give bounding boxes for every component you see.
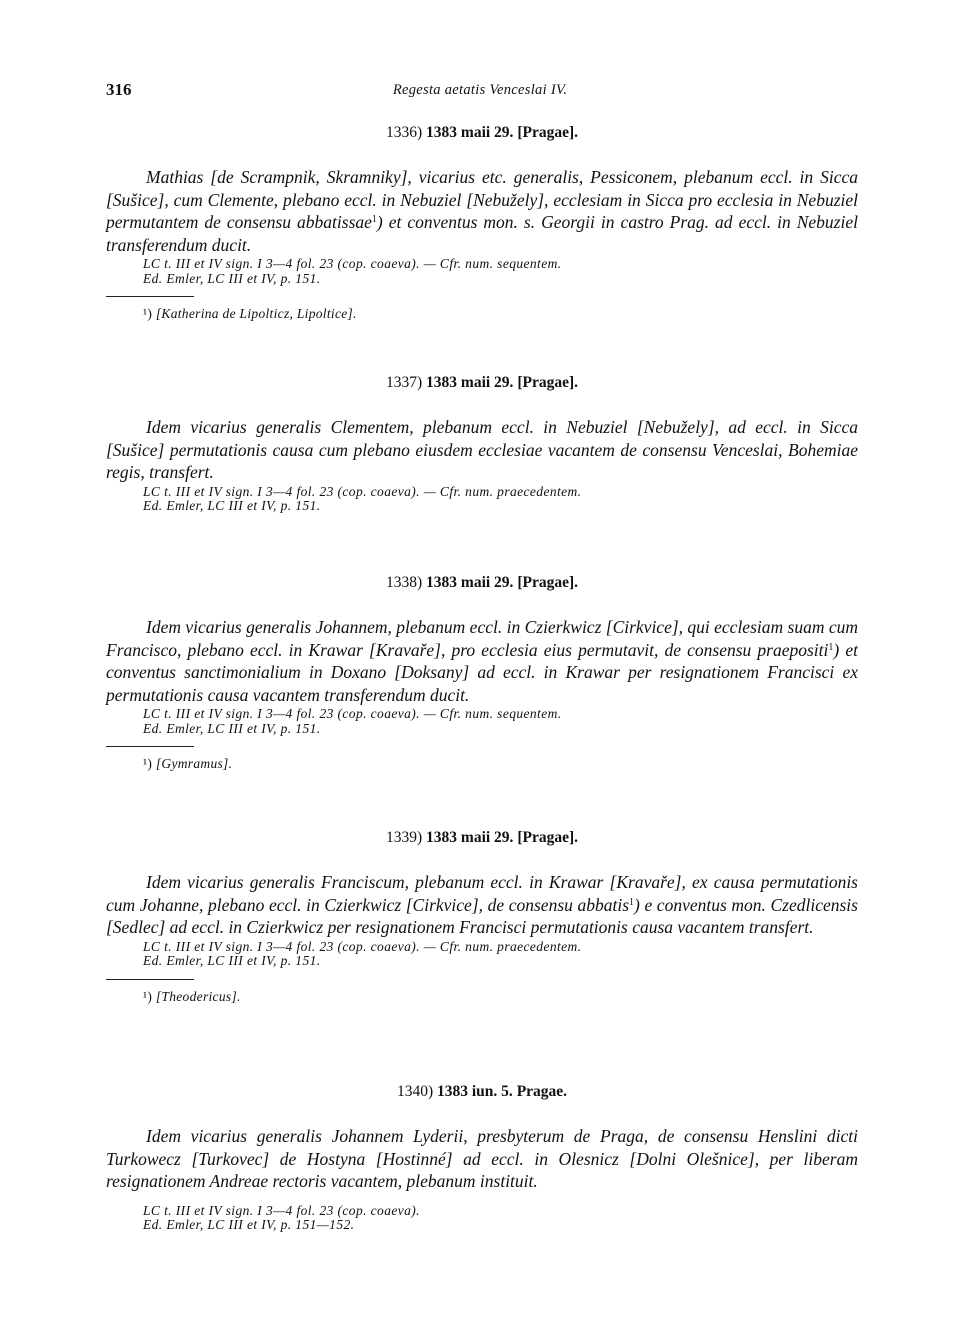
entry-place: [Pragae]. bbox=[517, 374, 578, 391]
entry-number: 1340) bbox=[396, 1083, 434, 1100]
source-citation: LC t. III et IV sign. I 3—4 fol. 23 (cop. coaeva). — Cfr. num. sequentem. bbox=[143, 706, 562, 721]
footnote-ref: 1 bbox=[371, 214, 377, 225]
footnote-divider bbox=[106, 746, 194, 747]
regest-entry-1339 bbox=[106, 828, 858, 1005]
edition-citation: Ed. Emler, LC III et IV, p. 151—152. bbox=[143, 1217, 355, 1232]
footnote-mark: ¹) bbox=[143, 988, 153, 1004]
entry-place: Pragae. bbox=[516, 1083, 568, 1100]
entry-date: 1383 iun. 5. bbox=[437, 1083, 513, 1100]
entry-text-cont: ) et conventus mon. s. Georgii in castro Prag. ad eccl. in Nebuziel transferendum ducit. bbox=[106, 212, 858, 255]
entry-date: 1383 maii 29. bbox=[426, 124, 514, 141]
entry-body bbox=[106, 616, 858, 706]
footnote bbox=[143, 756, 858, 772]
regest-entry-1336 bbox=[106, 123, 858, 322]
running-head: Regesta aetatis Venceslai IV. bbox=[392, 82, 568, 98]
source-citation: LC t. III et IV sign. I 3—4 fol. 23 (cop. coaeva). — Cfr. num. sequentem. bbox=[143, 256, 562, 271]
source-block bbox=[143, 257, 858, 286]
entry-heading bbox=[106, 123, 858, 143]
entry-body bbox=[106, 416, 858, 484]
source-block bbox=[143, 485, 858, 514]
entry-number: 1338) bbox=[385, 574, 423, 591]
footnote-text: [Gymramus]. bbox=[155, 756, 233, 771]
edition-citation: Ed. Emler, LC III et IV, p. 151. bbox=[143, 953, 321, 968]
entry-heading bbox=[106, 573, 858, 593]
entry-body bbox=[106, 1125, 858, 1193]
footnote-mark: ¹) bbox=[143, 306, 153, 321]
footnote-divider bbox=[106, 979, 194, 980]
entry-text-cont: ) e conventus mon. Czedlicensis [Sedlec] ad eccl. in Czierkwicz per resignationem Francisci permutationis causa vacantem transfert. bbox=[106, 894, 858, 937]
entry-text: Idem vicarius generalis Johannem, plebanum eccl. in Czierkwicz [Cirkvice], qui ecclesiam suam cum Francisco, plebano eccl. in Krawar [Kravaře], pro ecclesia eius permutavit, de consensu praepositi bbox=[106, 617, 858, 660]
entry-number: 1337) bbox=[385, 374, 423, 391]
source-block bbox=[143, 940, 858, 969]
entry-number: 1339) bbox=[385, 829, 423, 846]
entry-text: Idem vicarius generalis Franciscum, plebanum eccl. in Krawar [Kravaře], ex causa permutationis cum Johanne, plebano eccl. in Czierkwicz [Cirkvice], de consensu abbatis bbox=[106, 872, 858, 915]
entry-text: Idem vicarius generalis Johannem Lyderii, presbyterum de Praga, de consensu Henslini dicti Turkowecz [Turkovec] de Hostyna [Hostinné] ad eccl. in Olesnicz [Dolni Olešnice], per liberam resignationem Andreae rectoris vacantem, plebanum instituit. bbox=[106, 1126, 858, 1191]
source-citation: LC t. III et IV sign. I 3—4 fol. 23 (cop. coaeva). bbox=[143, 1202, 420, 1218]
edition-citation: Ed. Emler, LC III et IV, p. 151. bbox=[143, 720, 321, 736]
entry-heading bbox=[106, 373, 858, 393]
page-number: 316 bbox=[106, 80, 132, 99]
footnote-mark: ¹) bbox=[143, 756, 153, 771]
entry-body bbox=[106, 871, 858, 939]
entry-date: 1383 maii 29. bbox=[426, 374, 514, 391]
footnote-text: [Theodericus]. bbox=[155, 988, 241, 1004]
footnote-divider bbox=[106, 296, 194, 297]
source-block bbox=[143, 1204, 858, 1233]
entry-number: 1336) bbox=[385, 124, 423, 141]
entry-place: [Pragae]. bbox=[517, 829, 578, 846]
entry-text: Idem vicarius generalis Clementem, plebanum eccl. in Nebuziel [Nebužely], ad eccl. in Sicca [Sušice] permutationis causa cum plebano eiusdem ecclesiae vacantem de consensu Venceslai, Bohemiae regis, transfert. bbox=[106, 417, 858, 482]
entry-body bbox=[106, 166, 858, 256]
entry-place: [Pragae]. bbox=[517, 574, 578, 591]
entry-heading bbox=[106, 828, 858, 848]
footnote-ref: 1 bbox=[629, 896, 635, 908]
footnote bbox=[143, 306, 858, 322]
entry-text: Mathias [de Scrampnik, Skramniky], vicarius etc. generalis, Pessiconem, plebanum eccl. in Sicca [Sušice], cum Clemente, plebano eccl. in Nebuziel [Nebužely], ecclesiam in Sicca pro ecclesia in Nebuziel permutantem de consensu abbatissae bbox=[106, 167, 858, 232]
entry-heading bbox=[106, 1082, 858, 1102]
footnote-ref: 1 bbox=[828, 641, 834, 653]
regest-entry-1337 bbox=[106, 373, 858, 514]
regest-entry-1338 bbox=[106, 573, 858, 772]
entry-date: 1383 maii 29. bbox=[426, 574, 514, 591]
footnote-text: [Katherina de Lipolticz, Lipoltice]. bbox=[155, 306, 357, 321]
edition-citation: Ed. Emler, LC III et IV, p. 151. bbox=[143, 498, 321, 513]
entry-date: 1383 maii 29. bbox=[426, 829, 514, 846]
entry-text-cont: ) et conventus sanctimonialium in Doxano [Doksany] ad eccl. in Krawar per resignationem Francisci ex permutationis causa vacantem transferendum ducit. bbox=[106, 639, 858, 705]
regest-entry-1340 bbox=[106, 1082, 858, 1233]
edition-citation: Ed. Emler, LC III et IV, p. 151. bbox=[143, 270, 321, 286]
source-citation: LC t. III et IV sign. I 3—4 fol. 23 (cop. coaeva). — Cfr. num. praecedentem. bbox=[143, 938, 582, 954]
source-block bbox=[143, 707, 858, 736]
entry-place: [Pragae]. bbox=[517, 124, 578, 141]
source-citation: LC t. III et IV sign. I 3—4 fol. 23 (cop. coaeva). — Cfr. num. praecedentem. bbox=[143, 483, 582, 499]
footnote bbox=[143, 989, 858, 1005]
